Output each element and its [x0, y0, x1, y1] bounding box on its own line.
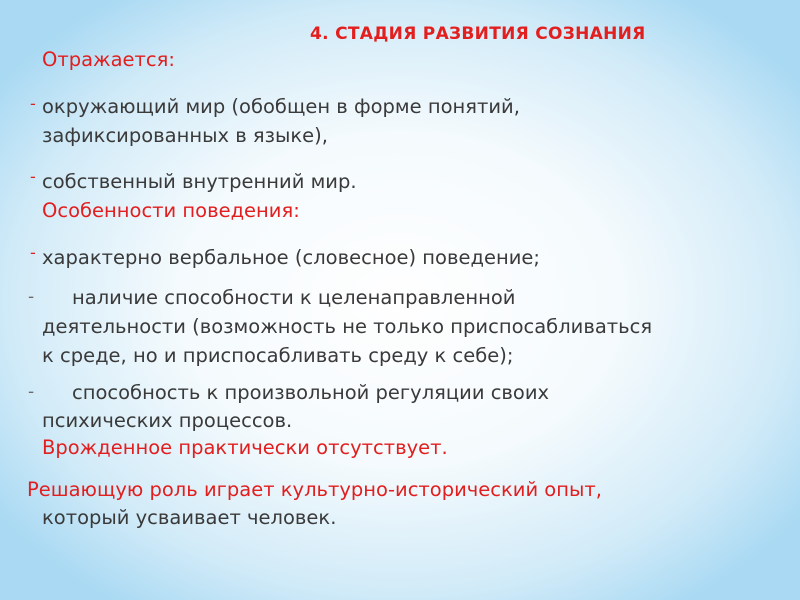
bullet-dash: -: [30, 94, 36, 113]
behavior-item-3-line-1: способность к произвольной регуляции своих: [72, 381, 550, 404]
bullet-dash: -: [30, 243, 36, 262]
behavior-item-2-line-2: деятельности (возможность не только приспосабливаться: [42, 315, 653, 338]
bullet-dash: -: [30, 167, 36, 186]
behavior-item-3-line-2: психических процессов.: [42, 409, 293, 432]
behavior-heading: Особенности поведения:: [42, 199, 300, 222]
innate-note: Врожденное практически отсутствует.: [42, 436, 448, 459]
behavior-item-2-line-3: к среде, но и приспосабливать среду к себе);: [42, 344, 514, 367]
slide-title: 4. СТАДИЯ РАЗВИТИЯ СОЗНАНИЯ: [310, 24, 646, 44]
behavior-item-2-line-1: наличие способности к целенаправленной: [72, 286, 516, 309]
reflects-item-1-line-1: окружающий мир (обобщен в форме понятий,: [42, 95, 520, 118]
bullet-dash: -: [28, 382, 35, 402]
behavior-item-1-line-1: характерно вербальное (словесное) поведение;: [42, 246, 540, 269]
reflects-item-2-line-1: собственный внутренний мир.: [42, 170, 357, 193]
reflects-heading: Отражается:: [42, 48, 175, 71]
conclusion-line-2: который усваивает человек.: [42, 506, 337, 529]
conclusion-line-1: Решающую роль играет культурно-исторический опыт,: [27, 478, 602, 501]
bullet-dash: -: [28, 287, 35, 307]
reflects-item-1-line-2: зафиксированных в языке),: [42, 124, 328, 147]
